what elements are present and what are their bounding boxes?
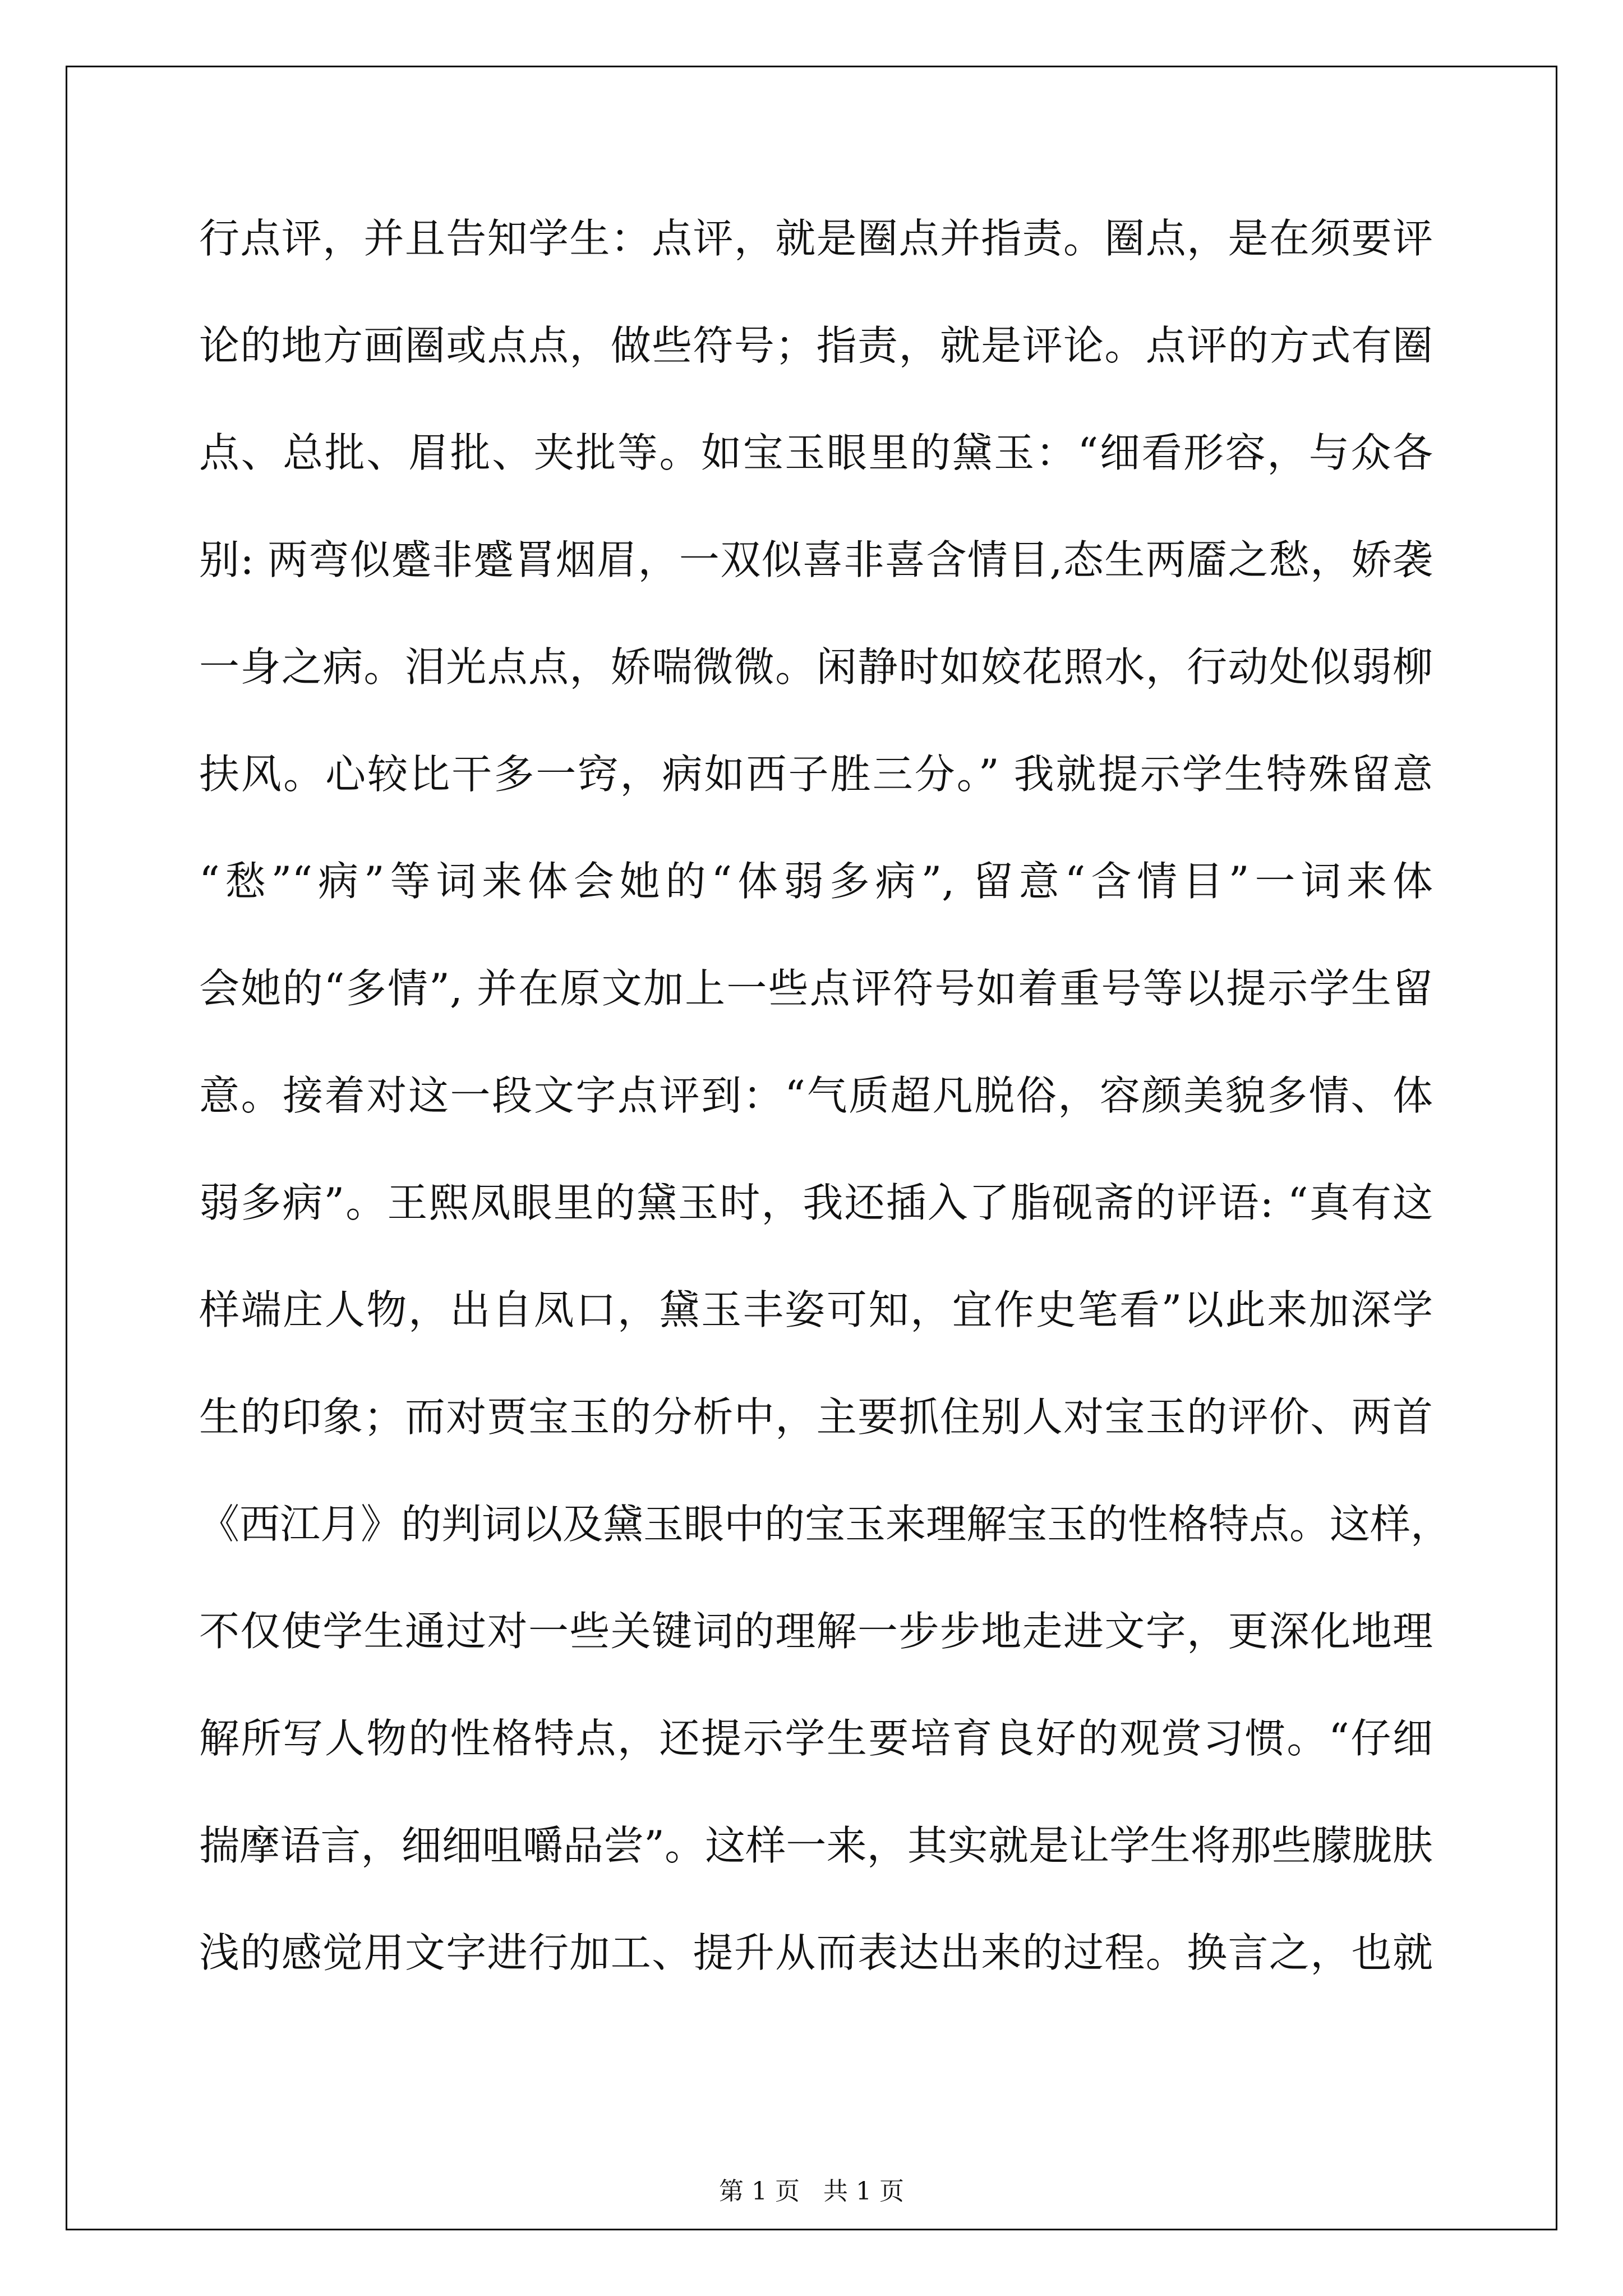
text-line: 扶风。心较比干多一窍，病如西子胜三分。” 我就提示学生特殊留意 bbox=[199, 751, 1433, 798]
text-line: 意。接着对这一段文字点评到：“气质超凡脱俗，容颜美貌多情、体 bbox=[199, 1072, 1433, 1119]
text-line: 行点评，并且告知学生：点评，就是圈点并指责。圈点，是在须要评 bbox=[199, 215, 1433, 262]
text-line: 不仅使学生通过对一些关键词的理解一步步地走进文字，更深化地理 bbox=[199, 1608, 1433, 1655]
text-line: 《西江月》的判词以及黛玉眼中的宝玉来理解宝玉的性格特点。这样， bbox=[199, 1501, 1451, 1548]
text-line: 一身之病。泪光点点，娇喘微微。闲静时如姣花照水，行动处似弱柳 bbox=[199, 643, 1433, 691]
text-line: 会她的“多情”, 并在原文加上一些点评符号如着重号等以提示学生留 bbox=[199, 965, 1433, 1012]
text-line: “愁”“病”等词来体会她的“体弱多病”, 留意“含情目”一词来体 bbox=[199, 858, 1433, 905]
text-line: 别: 两弯似蹙非蹙罥烟眉，一双似喜非喜含情目,态生两靥之愁，娇袭 bbox=[199, 536, 1433, 583]
text-line: 揣摩语言，细细咀嚼品尝”。这样一来，其实就是让学生将那些朦胧肤 bbox=[199, 1822, 1433, 1869]
text-line: 解所写人物的性格特点，还提示学生要培育良好的观赏习惯。“仔细 bbox=[199, 1715, 1433, 1762]
text-line: 浅的感觉用文字进行加工、提升从而表达出来的过程。换言之，也就 bbox=[199, 1929, 1433, 1976]
text-line: 点、总批、眉批、夹批等。如宝玉眼里的黛玉：“细看形容，与众各 bbox=[199, 429, 1433, 476]
page-footer: 第 1 页 共 1 页 bbox=[719, 2177, 904, 2206]
text-line: 生的印象；而对贾宝玉的分析中，主要抓住别人对宝玉的评价、两首 bbox=[199, 1393, 1433, 1441]
text-line: 弱多病”。王熙凤眼里的黛玉时，我还插入了脂砚斋的评语: “真有这 bbox=[199, 1179, 1433, 1226]
text-line: 样端庄人物，出自凤口，黛玉丰姿可知，宜作史笔看”以此来加深学 bbox=[199, 1286, 1433, 1333]
text-line: 论的地方画圈或点点，做些符号；指责，就是评论。点评的方式有圈 bbox=[199, 322, 1433, 369]
document-body bbox=[199, 210, 1451, 2032]
